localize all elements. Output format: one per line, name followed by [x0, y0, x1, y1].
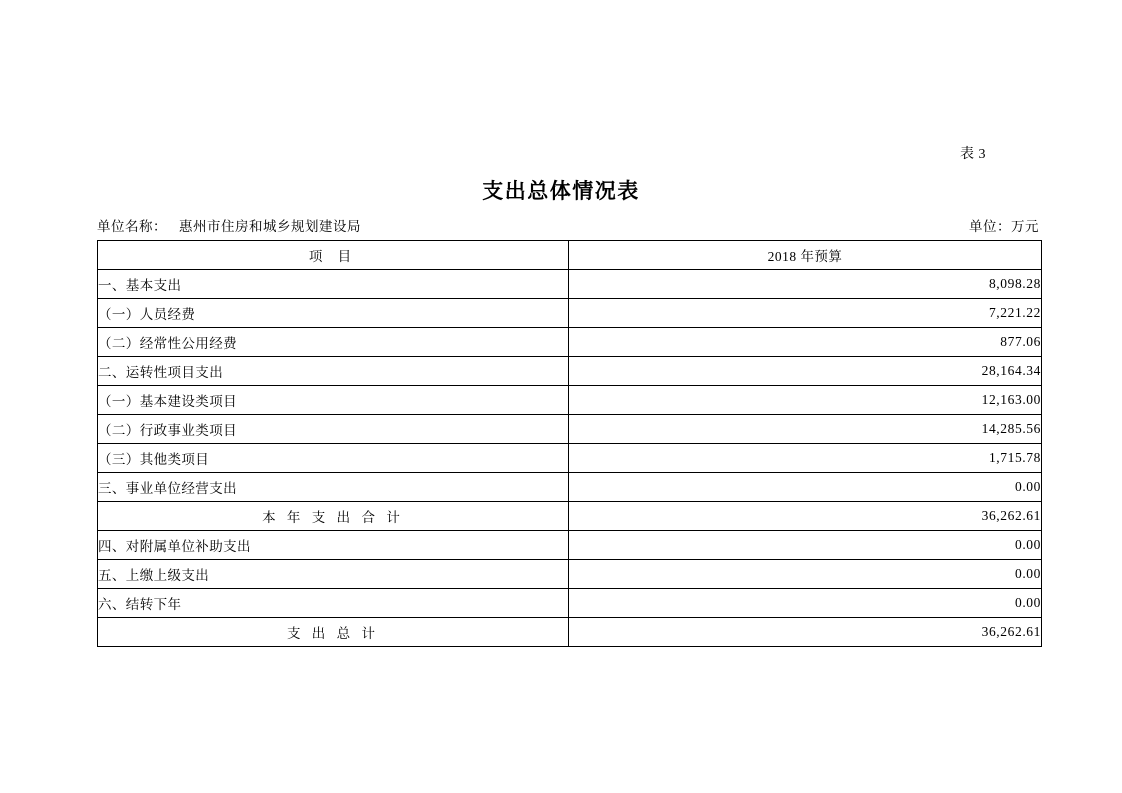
header-item: 项 目 [98, 241, 569, 270]
row-label: （二）经常性公用经费 [98, 328, 569, 357]
row-label: （一）基本建设类项目 [98, 386, 569, 415]
row-value: 12,163.00 [569, 386, 1042, 415]
row-label: （二）行政事业类项目 [98, 415, 569, 444]
table-row [98, 531, 1042, 560]
row-label: 支 出 总 计 [98, 618, 569, 647]
unit-name-value: 惠州市住房和城乡规划建设局 [179, 219, 361, 234]
table-row [98, 328, 1042, 357]
table-row [98, 386, 1042, 415]
table-row [98, 444, 1042, 473]
row-label: 六、结转下年 [98, 589, 569, 618]
row-value: 0.00 [569, 531, 1042, 560]
unit-name-label: 单位名称： [97, 219, 167, 234]
meta-row [97, 215, 1039, 235]
row-value: 1,715.78 [569, 444, 1042, 473]
table-row-total [98, 502, 1042, 531]
row-label: 一、基本支出 [98, 270, 569, 299]
row-label: 二、运转性项目支出 [98, 357, 569, 386]
amount-unit-label: 单位：万元 [969, 219, 1039, 234]
row-label: 本 年 支 出 合 计 [98, 502, 569, 531]
table-header-row [98, 241, 1042, 270]
table-row [98, 560, 1042, 589]
row-value: 36,262.61 [569, 618, 1042, 647]
row-value: 877.06 [569, 328, 1042, 357]
row-value: 8,098.28 [569, 270, 1042, 299]
row-value: 28,164.34 [569, 357, 1042, 386]
row-value: 0.00 [569, 589, 1042, 618]
row-value: 36,262.61 [569, 502, 1042, 531]
row-value: 7,221.22 [569, 299, 1042, 328]
page-title: 支出总体情况表 [482, 178, 640, 203]
table-row [98, 299, 1042, 328]
expenditure-table [97, 240, 1042, 647]
header-budget-2018: 2018 年预算 [569, 241, 1042, 270]
table-row [98, 357, 1042, 386]
table-row [98, 589, 1042, 618]
table-row [98, 270, 1042, 299]
unit-name-group [97, 215, 361, 235]
row-label: 四、对附属单位补助支出 [98, 531, 569, 560]
table-row [98, 473, 1042, 502]
row-value: 14,285.56 [569, 415, 1042, 444]
row-value: 0.00 [569, 473, 1042, 502]
table-row [98, 415, 1042, 444]
table-body [98, 241, 1042, 647]
table-row-grand-total [98, 618, 1042, 647]
row-label: 五、上缴上级支出 [98, 560, 569, 589]
row-label: （三）其他类项目 [98, 444, 569, 473]
row-value: 0.00 [569, 560, 1042, 589]
table-number: 表 3 [960, 147, 986, 162]
row-label: 三、事业单位经营支出 [98, 473, 569, 502]
row-label: （一）人员经费 [98, 299, 569, 328]
